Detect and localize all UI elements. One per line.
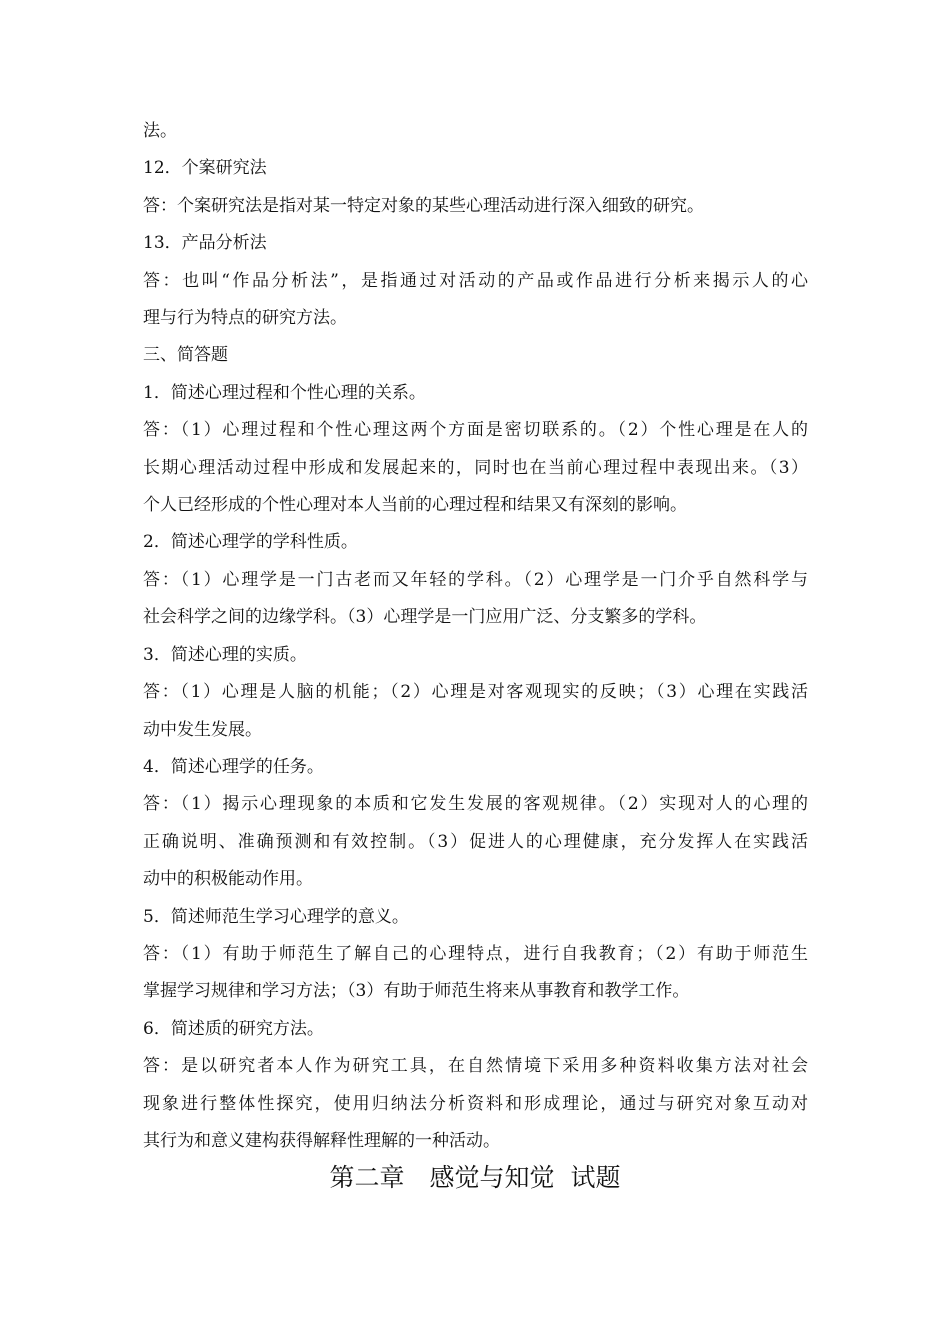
text-line: 动中发生发展。 xyxy=(143,719,262,740)
text-line: 答：（1）心理过程和个性心理这两个方面是密切联系的。（2）个性心理是在人的 xyxy=(143,420,808,441)
document-body xyxy=(143,113,808,1160)
text-line: 社会科学之间的边缘学科。（3）心理学是一门应用广泛、分支繁多的学科。 xyxy=(143,607,707,628)
chapter-title: 第二章 感觉与知觉 试题 xyxy=(329,1163,621,1192)
text-line: 答：也叫“作品分析法”，是指通过对活动的产品或作品进行分析来揭示人的心 xyxy=(143,270,808,291)
text-line: 长期心理活动过程中形成和发展起来的，同时也在当前心理过程中表现出来。（3） xyxy=(143,457,808,478)
text-line: 13．产品分析法 xyxy=(143,233,267,254)
text-line: 5．简述师范生学习心理学的意义。 xyxy=(143,906,409,927)
text-line: 个人已经形成的个性心理对本人当前的心理过程和结果又有深刻的影响。 xyxy=(143,495,687,516)
text-line: 答：（1）有助于师范生了解自己的心理特点，进行自我教育；（2）有助于师范生 xyxy=(143,943,808,964)
text-line: 三、简答题 xyxy=(143,345,228,366)
text-line: 答：是以研究者本人作为研究工具，在自然情境下采用多种资料收集方法对社会 xyxy=(143,1056,808,1077)
text-line: 4．简述心理学的任务。 xyxy=(143,756,324,777)
text-line: 理与行为特点的研究方法。 xyxy=(143,308,347,329)
text-line: 正确说明、准确预测和有效控制。（3）促进人的心理健康，充分发挥人在实践活 xyxy=(143,831,808,852)
text-line: 12．个案研究法 xyxy=(143,158,267,179)
text-line: 动中的积极能动作用。 xyxy=(143,869,313,890)
text-line: 法。 xyxy=(143,121,177,141)
text-line: 3．简述心理的实质。 xyxy=(143,644,307,665)
text-line: 现象进行整体性探究，使用归纳法分析资料和形成理论，通过与研究对象互动对 xyxy=(143,1093,808,1114)
text-line: 掌握学习规律和学习方法；（3）有助于师范生将来从事教育和教学工作。 xyxy=(143,981,690,1002)
text-line: 答：（1）心理学是一门古老而又年轻的学科。（2）心理学是一门介乎自然科学与 xyxy=(143,569,808,590)
text-line: 答：（1）揭示心理现象的本质和它发生发展的客观规律。（2）实现对人的心理的 xyxy=(143,794,808,815)
text-line: 答：个案研究法是指对某一特定对象的某些心理活动进行深入细致的研究。 xyxy=(143,195,704,216)
text-line: 2．简述心理学的学科性质。 xyxy=(143,532,358,553)
text-line: 6．简述质的研究方法。 xyxy=(143,1018,324,1039)
text-line: 1．简述心理过程和个性心理的关系。 xyxy=(143,382,426,403)
text-line: 答：（1）心理是人脑的机能；（2）心理是对客观现实的反映；（3）心理在实践活 xyxy=(143,682,808,703)
text-line: 其行为和意义建构获得解释性理解的一种活动。 xyxy=(143,1130,500,1151)
